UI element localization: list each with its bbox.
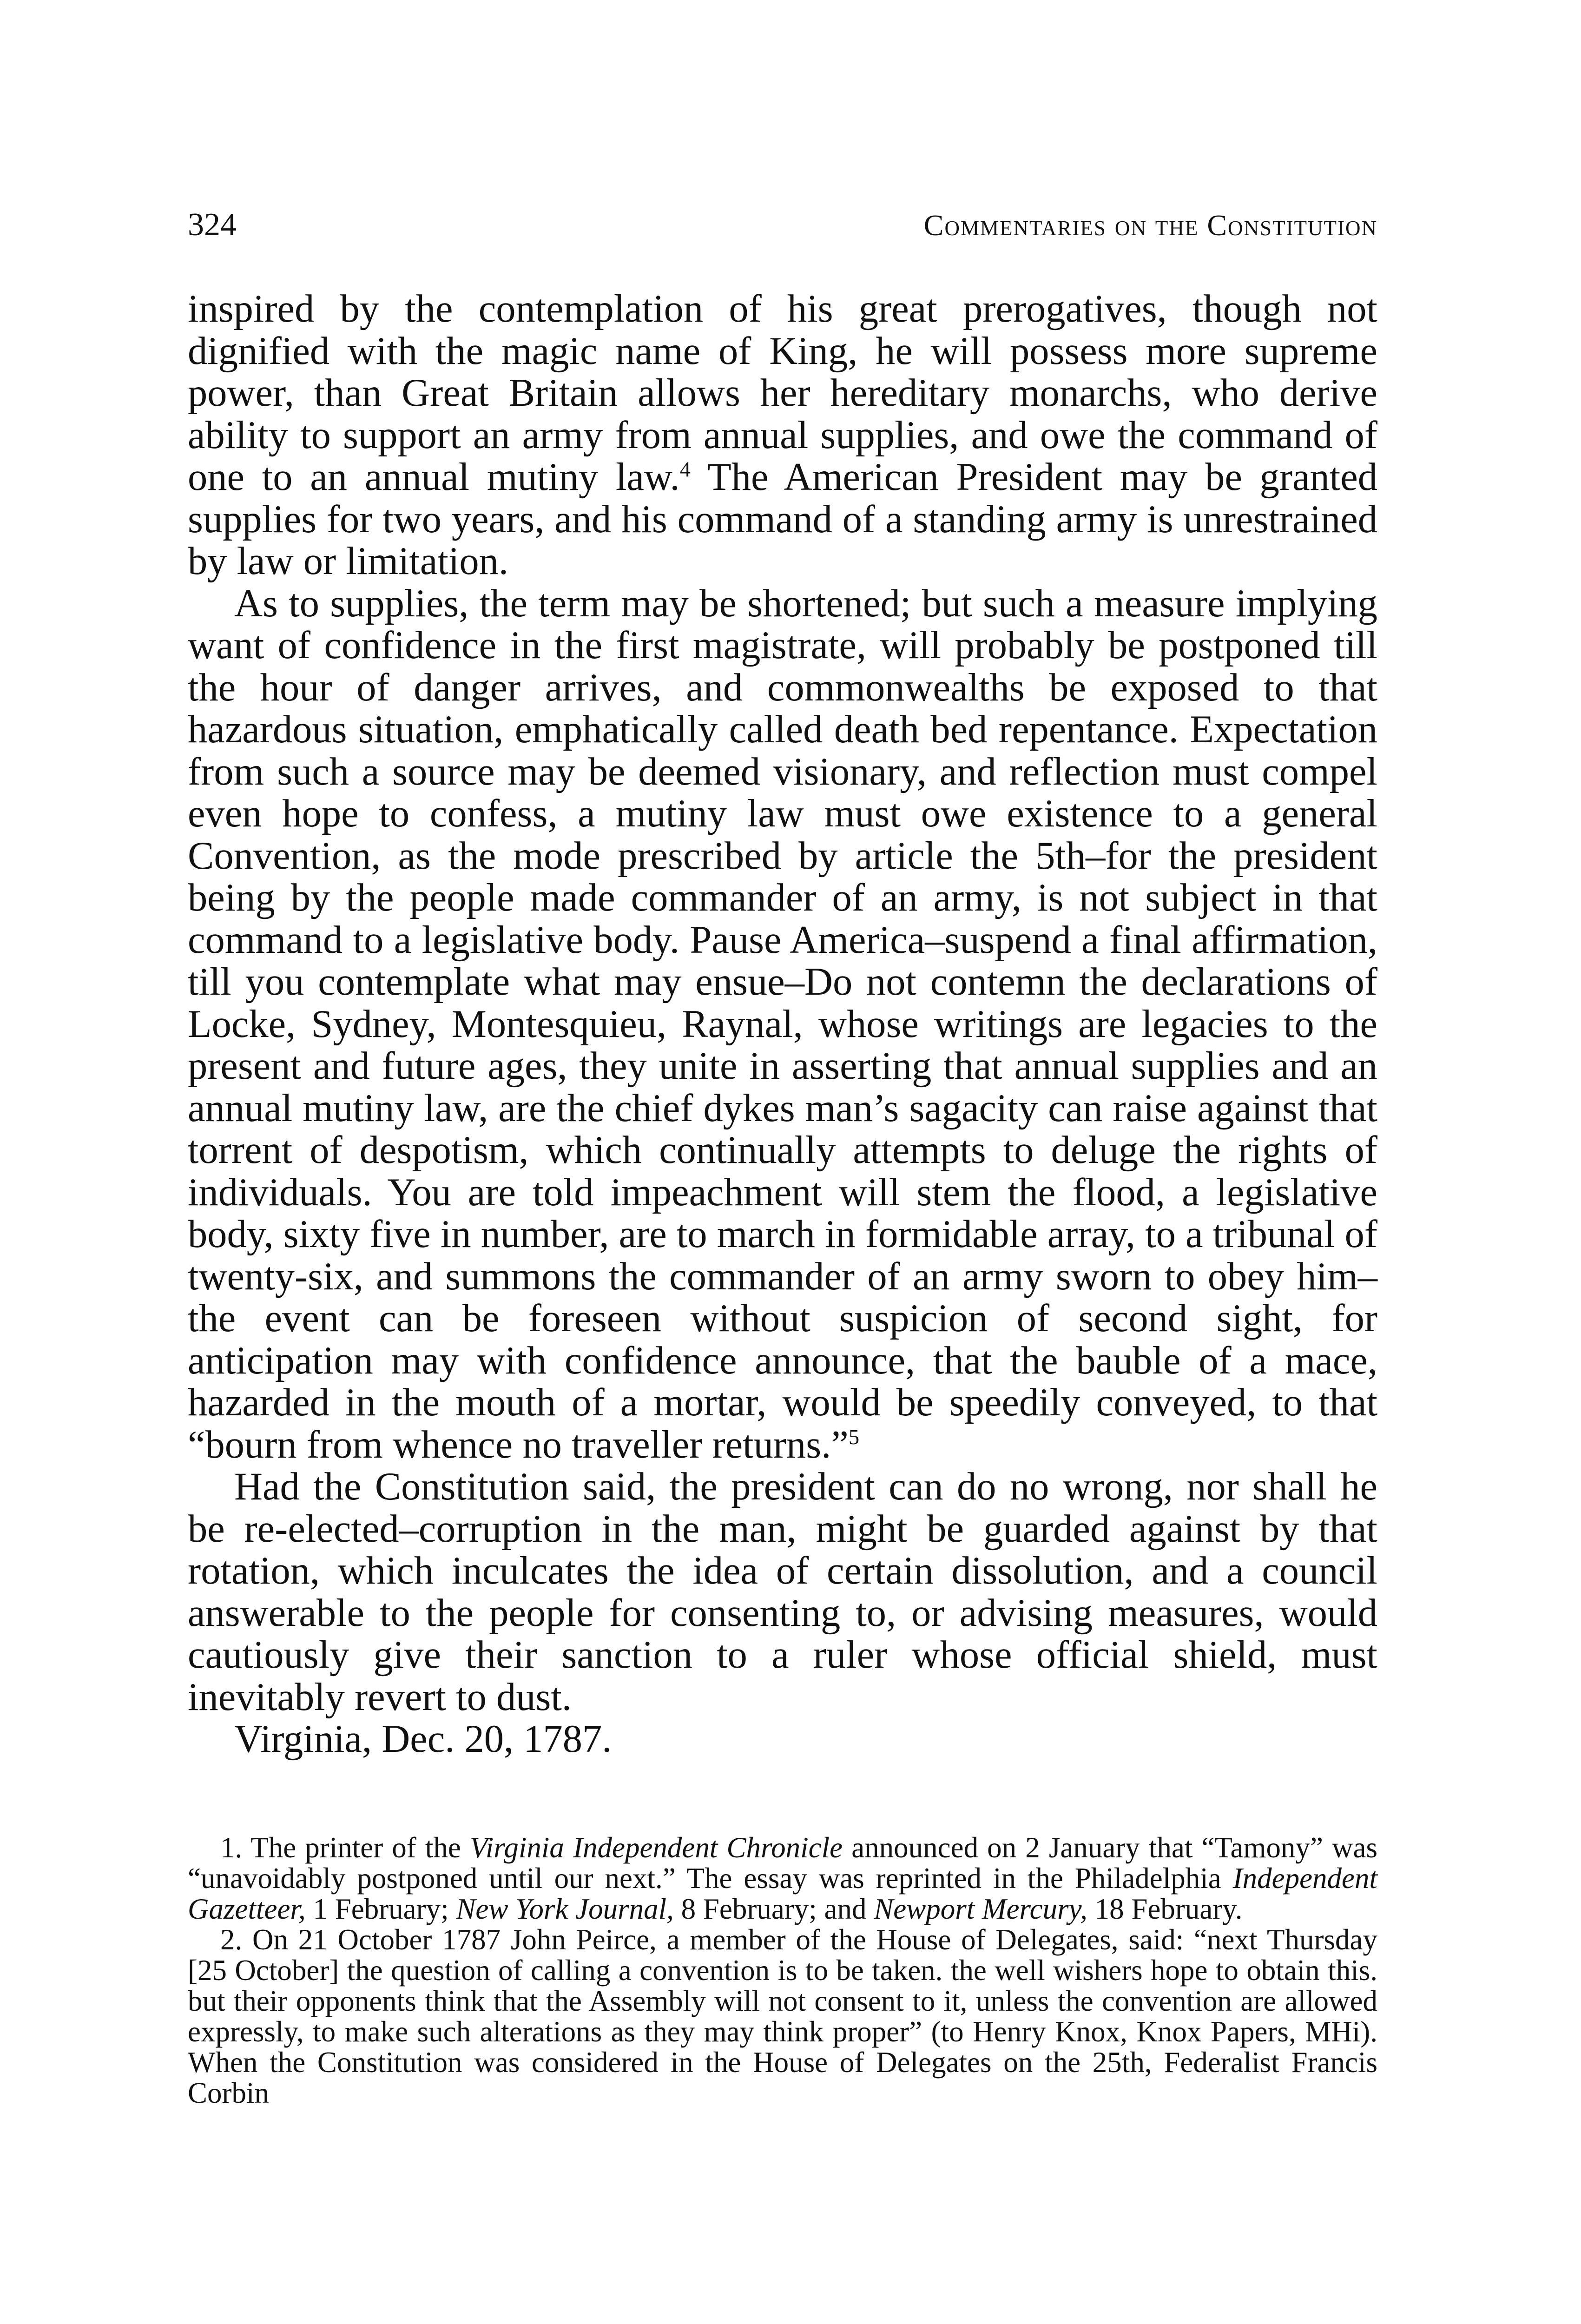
footnote-1-text-a: 1. The printer of the [220,1831,470,1864]
footnote-1-title-journal: New York Journal, [456,1893,674,1925]
paragraph-1 [188,288,1377,583]
page-number: 324 [188,207,237,243]
note-reference-5: 5 [848,1425,860,1449]
page-header [188,206,1377,253]
dateline: Virginia, Dec. 20, 1787. [234,1717,612,1761]
footnote-1-text-e: 18 February. [1087,1893,1243,1925]
footnote-1-title-gazetteer: Independent Gazetteer, [188,1862,1377,1925]
paragraph-1-part-b: The American President may be granted supplies for two years, and his command of a standing army is unrestrained by law or limitation. [188,456,1377,583]
running-head: Commentaries on the Constitution [923,209,1377,242]
footnote-1-text-d: 8 February; and [673,1893,874,1925]
footnote-1-text-c: 1 February; [305,1893,456,1925]
footnote-2: 2. On 21 October 1787 John Peirce, a member of the House of Delegates, said: “next Thursday [25 October] the question of calling a convention is to be taken. the well wishers hope to obtain this. but their opponents think that the Assembly will not consent to it, unless the convention are allowed expressly, to make such alterations as they may think proper” (to Henry Knox, Knox Papers, MHi). When the Constitution was considered in the House of Delegates on the 25th, Federalist Francis Corbin [188,1923,1377,2109]
footnote-1-text-b: announced on 2 January that “Tamony” was “unavoidably postponed until our next.” The essay was reprinted in the Philadelphia [188,1831,1378,1895]
footnotes [188,1832,1377,2108]
paragraph-3: Had the Constitution said, the president can do no wrong, nor shall he be re-elected–corruption in the man, might be guarded against by that rotation, which inculcates the idea of certain dissolution, and a council answerable to the people for consenting to, or advising measures, would cautiously give their sanction to a ruler whose official shield, must inevitably revert to dust. [188,1465,1377,1719]
footnote-1-title-chronicle: Virginia Independent Chronicle [469,1831,843,1864]
paragraph-1-part-a: inspired by the contemplation of his great prerogatives, though not dignified with the magic name of King, he will possess more supreme power, than Great Britain allows her hereditary monarchs, who derive ability to support an army from annual supplies, and owe the command of one to an annual mutiny law. [188,287,1377,499]
paragraph-2 [188,583,1377,1466]
footnote-1 [188,1832,1377,1924]
main-text [188,288,1377,1761]
footnote-1-title-mercury: Newport Mercury, [874,1893,1087,1925]
note-reference-4: 4 [679,457,691,482]
paragraph-2-text: As to supplies, the term may be shortened; but such a measure implying want of confidence in the first magistrate, will probably be postponed till the hour of danger arrives, and commonwealths be exposed to that hazardous situation, emphatically called death bed repentance. Expectation from such a source may be deemed visionary, and reflection must compel even hope to confess, a mutiny law must owe existence to a general Convention, as the mode prescribed by article the 5th–for the president being by the people made commander of an army, is not subject in that command to a legislative body. Pause America–suspend a final affirmation, till you contemplate what may ensue–Do not contemn the declarations of Locke, Sydney, Montesquieu, Raynal, whose writings are legacies to the present and future ages, they unite in asserting that annual supplies and an annual mutiny law, are the chief dykes man’s sagacity can raise against that torrent of despotism, which continually attempts to deluge the rights of individuals. You are told impeachment will stem the flood, a legislative body, sixty five in number, are to march in formidable array, to a tribunal of twenty-six, and summons the commander of an army sworn to obey him–the event can be foreseen without suspicion of second sight, for anticipation may with confidence announce, that the bauble of a mace, hazarded in the mouth of a mortar, would be speedily conveyed, to that “bourn from whence no traveller returns.” [188,581,1377,1466]
